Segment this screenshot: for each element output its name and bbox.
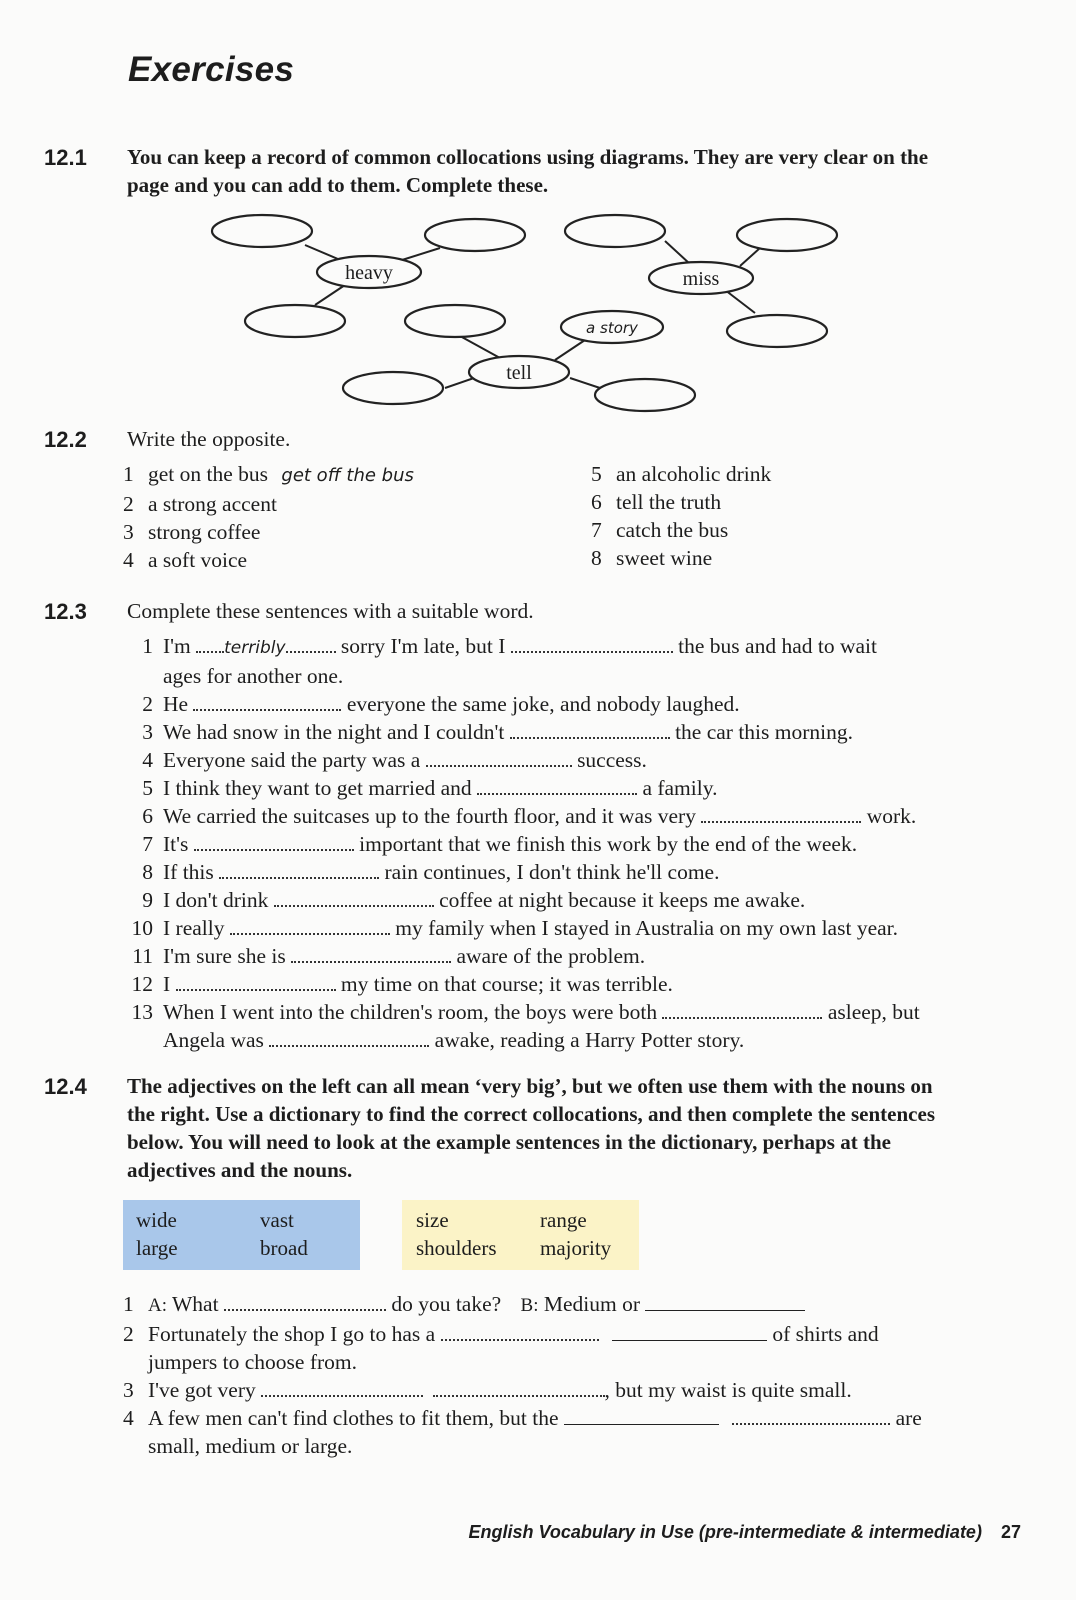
answer-blank[interactable] (701, 803, 861, 823)
list-item: 1 get on the bus get off the bus (123, 462, 414, 486)
list-item-continuation: ages for another one. (163, 664, 344, 688)
list-item: 2 He everyone the same joke, and nobody laughed. (142, 692, 740, 716)
answer-line[interactable] (645, 1292, 805, 1311)
list-item: 4 a soft voice (123, 548, 248, 572)
list-item: 7 It's important that we finish this work by the end of the week. (142, 832, 858, 856)
exercise-number-12-2: 12.2 (44, 427, 87, 452)
answer-blank[interactable] (511, 633, 673, 653)
answer-blank[interactable] (291, 943, 451, 963)
noun-word: size (416, 1208, 449, 1232)
exercise-number-12-4: 12.4 (44, 1074, 87, 1099)
list-item: 3 strong coffee (123, 520, 261, 544)
answer-blank[interactable] (662, 999, 822, 1019)
exercise-12-3-instruction: Complete these sentences with a suitable word. (127, 599, 534, 623)
instruction-line-2: the right. Use a dictionary to find the correct collocations, and then complete the sentences (127, 1102, 935, 1126)
collocation-diagram (0, 0, 1076, 420)
answer-blank[interactable] (194, 831, 354, 851)
exercise-12-4-list (123, 1290, 1043, 1460)
page-title: Exercises (128, 50, 295, 89)
list-item-continuation: Angela was awake, reading a Harry Potter story. (163, 1028, 745, 1052)
exercise-12-2-instruction: Write the opposite. (127, 427, 291, 451)
page-number: 27 (1000, 1522, 1021, 1542)
answer-blank[interactable] (732, 1405, 890, 1425)
instruction-line-1: The adjectives on the left can all mean ‘very big’, but we often use them with the nouns on (127, 1074, 933, 1098)
list-item: 11 I'm sure she is aware of the problem. (132, 944, 646, 968)
list-item: 1 I'm terribly sorry I'm late, but I the bus and had to wait (142, 634, 877, 658)
instruction-line-1: You can keep a record of common collocations using diagrams. They are very clear on the (127, 145, 929, 169)
answer-blank[interactable] (510, 719, 670, 739)
exercise-12-2-left-column (123, 460, 414, 574)
blank-ellipse (737, 219, 837, 251)
adjective-word: large (136, 1236, 178, 1260)
exercise-number-12-3: 12.3 (44, 599, 87, 624)
nouns-box (402, 1200, 639, 1270)
list-item: 13 When I went into the children's room, the boys were both asleep, but (131, 1000, 920, 1024)
instruction-line-2: page and you can add to them. Complete these. (127, 173, 549, 197)
adjective-word: broad (260, 1236, 308, 1260)
answer-blank[interactable] (176, 971, 336, 991)
noun-word: shoulders (416, 1236, 497, 1260)
list-item: 12 I my time on that course; it was terrible. (131, 972, 673, 996)
list-item: 2 Fortunately the shop I go to has a of shirts and (123, 1322, 879, 1346)
list-item: 2 a strong accent (123, 492, 277, 516)
answer-blank[interactable] (224, 1291, 386, 1311)
list-item: 8 sweet wine (591, 546, 713, 570)
answer-line[interactable] (564, 1406, 719, 1425)
answer-blank[interactable] (230, 915, 390, 935)
list-item: 1 A: What do you take? B: Medium or (123, 1290, 1043, 1320)
answer-line[interactable] (612, 1322, 767, 1341)
list-item: 10 I really my family when I stayed in Australia on my own last year. (131, 916, 898, 940)
answer-blank[interactable] (219, 859, 379, 879)
answer-blank[interactable] (261, 1377, 423, 1397)
book-title: English Vocabulary in Use (pre-intermediate & intermediate) (468, 1522, 982, 1542)
blank-ellipse (245, 305, 345, 337)
exercise-number-12-1: 12.1 (44, 145, 87, 170)
blank-ellipse (595, 379, 695, 411)
list-item: 7 catch the bus (591, 518, 729, 542)
diagram-story-answer: a story (586, 319, 638, 337)
instruction-line-4: adjectives and the nouns. (127, 1158, 353, 1182)
list-item: 9 I don't drink coffee at night because it keeps me awake. (142, 888, 806, 912)
blank-ellipse (565, 215, 665, 247)
blank-ellipse (405, 305, 505, 337)
exercise-12-4-instruction (127, 1072, 1052, 1184)
adjective-word: wide (136, 1208, 177, 1232)
list-item: 6 tell the truth (591, 490, 722, 514)
handwritten-answer: terribly (224, 638, 286, 658)
list-item: 5 I think they want to get married and a family. (142, 776, 718, 800)
page-footer (468, 1522, 1021, 1543)
adjectives-box (123, 1200, 360, 1270)
exercise-12-2-right-column (591, 460, 771, 572)
answer-blank[interactable] (477, 775, 637, 795)
list-item: 6 We carried the suitcases up to the fourth floor, and it was very work. (142, 804, 917, 828)
list-item: 3 I've got very , but my waist is quite small. (123, 1378, 852, 1402)
noun-word: range (540, 1208, 587, 1232)
answer-blank[interactable] (193, 691, 341, 711)
diagram-tell-label: tell (506, 362, 532, 384)
blank-ellipse (343, 372, 443, 404)
handwritten-answer: get off the bus (281, 465, 414, 486)
noun-word: majority (540, 1236, 612, 1260)
instruction-line-3: below. You will need to look at the example sentences in the dictionary, perhaps at the (127, 1130, 891, 1154)
list-item-continuation: jumpers to choose from. (148, 1350, 357, 1374)
list-item: 4 A few men can't find clothes to fit them, but the are (123, 1406, 922, 1430)
answer-blank[interactable] (433, 1377, 605, 1397)
list-item: 8 If this rain continues, I don't think he'll come. (142, 860, 720, 884)
blank-ellipse (727, 315, 827, 347)
answer-blank[interactable] (426, 747, 572, 767)
adjective-word: vast (260, 1208, 294, 1232)
answer-blank[interactable] (269, 1027, 429, 1047)
list-item-continuation: small, medium or large. (148, 1434, 353, 1458)
list-item: 5 an alcoholic drink (591, 462, 772, 486)
answer-blank[interactable] (441, 1321, 599, 1341)
answer-blank[interactable] (274, 887, 434, 907)
list-item: 3 We had snow in the night and I couldn't the car this morning. (142, 720, 853, 744)
exercise-12-3-list (123, 632, 1043, 1054)
diagram-heavy-label: heavy (345, 262, 393, 284)
blank-ellipse (212, 215, 312, 247)
list-item: 4 Everyone said the party was a success. (142, 748, 647, 772)
blank-ellipse (425, 219, 525, 251)
diagram-miss-label: miss (682, 268, 720, 290)
